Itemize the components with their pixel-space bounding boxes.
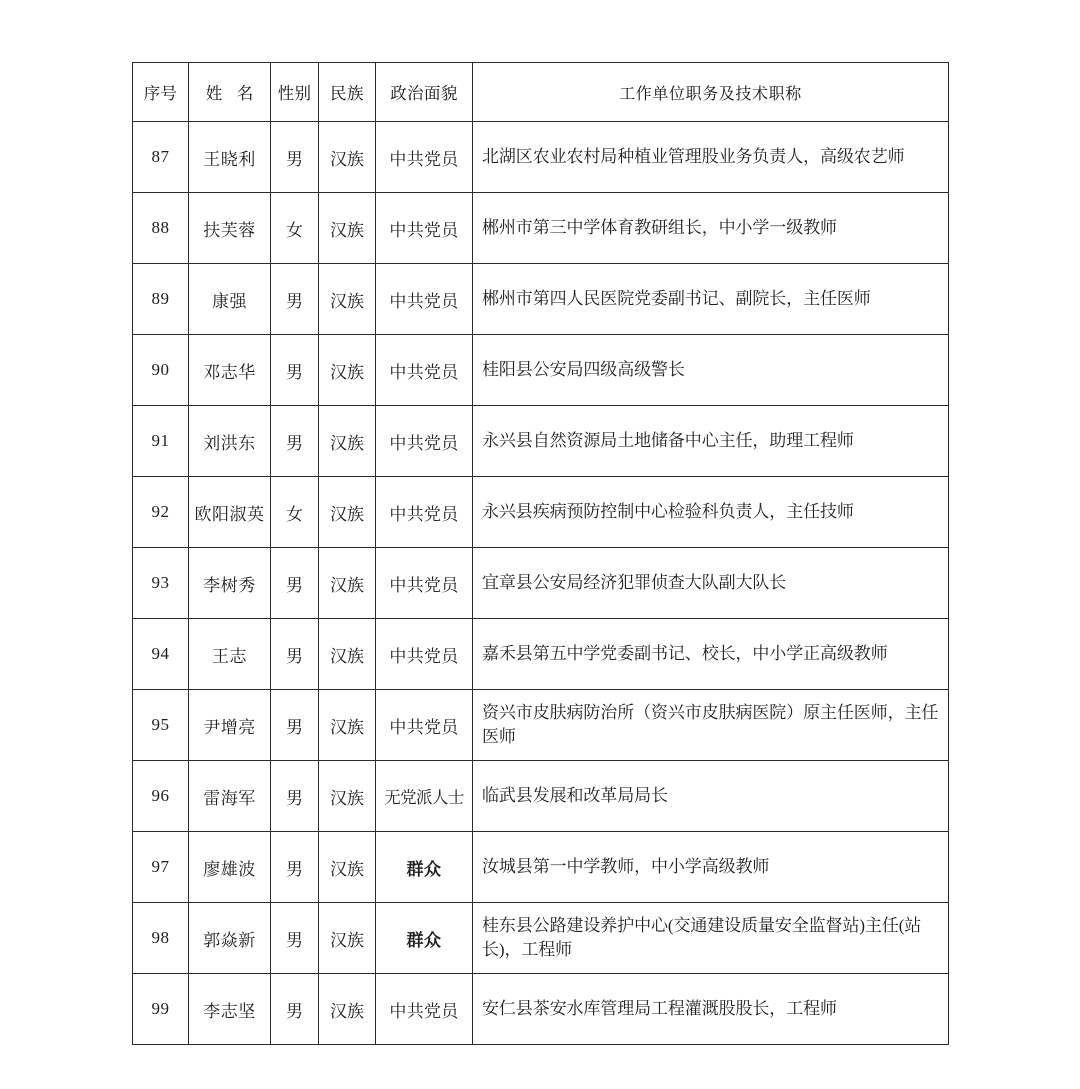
table-row [133,406,949,477]
cell-name: 郭焱新 [189,903,271,974]
table-row [133,193,949,264]
roster-table [132,62,949,1045]
cell-party: 中共党员 [376,406,473,477]
cell-post: 资兴市皮肤病防治所（资兴市皮肤病医院）原主任医师，主任医师 [473,690,949,761]
table-row [133,832,949,903]
table-row [133,264,949,335]
table-body [133,122,949,1045]
cell-party: 中共党员 [376,690,473,761]
cell-post: 嘉禾县第五中学党委副书记、校长，中小学正高级教师 [473,619,949,690]
column-header-ethnic: 民族 [319,63,376,122]
cell-name: 王志 [189,619,271,690]
cell-name: 刘洪东 [189,406,271,477]
cell-name: 尹增亮 [189,690,271,761]
cell-seq: 99 [133,974,189,1045]
cell-ethnic: 汉族 [319,619,376,690]
cell-seq: 91 [133,406,189,477]
cell-name: 雷海军 [189,761,271,832]
cell-party: 中共党员 [376,619,473,690]
table-row [133,335,949,406]
cell-seq: 95 [133,690,189,761]
cell-post: 桂阳县公安局四级高级警长 [473,335,949,406]
table-row [133,974,949,1045]
cell-seq: 98 [133,903,189,974]
cell-post: 汝城县第一中学教师，中小学高级教师 [473,832,949,903]
cell-post: 宜章县公安局经济犯罪侦查大队副大队长 [473,548,949,619]
column-header-name: 姓 名 [189,63,271,122]
cell-post: 郴州市第四人民医院党委副书记、副院长，主任医师 [473,264,949,335]
cell-gender: 男 [271,761,319,832]
table-row [133,619,949,690]
cell-ethnic: 汉族 [319,406,376,477]
cell-gender: 男 [271,974,319,1045]
cell-post: 北湖区农业农村局种植业管理股业务负责人，高级农艺师 [473,122,949,193]
column-header-party: 政治面貌 [376,63,473,122]
table-row [133,903,949,974]
cell-party: 群众 [376,903,473,974]
cell-seq: 92 [133,477,189,548]
cell-name: 李志坚 [189,974,271,1045]
cell-ethnic: 汉族 [319,335,376,406]
cell-gender: 男 [271,619,319,690]
table-row [133,548,949,619]
cell-party: 群众 [376,832,473,903]
cell-post: 临武县发展和改革局局长 [473,761,949,832]
cell-ethnic: 汉族 [319,761,376,832]
cell-ethnic: 汉族 [319,264,376,335]
cell-ethnic: 汉族 [319,832,376,903]
cell-seq: 89 [133,264,189,335]
cell-party: 中共党员 [376,477,473,548]
table-row [133,122,949,193]
cell-gender: 男 [271,690,319,761]
column-header-gender: 性别 [271,63,319,122]
cell-seq: 94 [133,619,189,690]
cell-seq: 96 [133,761,189,832]
cell-ethnic: 汉族 [319,548,376,619]
cell-name: 康强 [189,264,271,335]
column-header-seq: 序号 [133,63,189,122]
cell-ethnic: 汉族 [319,122,376,193]
table-header-row [133,63,949,122]
cell-post: 桂东县公路建设养护中心(交通建设质量安全监督站)主任(站长)，工程师 [473,903,949,974]
cell-seq: 87 [133,122,189,193]
cell-gender: 女 [271,193,319,264]
column-header-post: 工作单位职务及技术职称 [473,63,949,122]
cell-seq: 90 [133,335,189,406]
cell-gender: 男 [271,832,319,903]
cell-party: 中共党员 [376,974,473,1045]
cell-seq: 97 [133,832,189,903]
cell-post: 永兴县自然资源局土地储备中心主任，助理工程师 [473,406,949,477]
cell-gender: 男 [271,335,319,406]
cell-seq: 88 [133,193,189,264]
cell-gender: 男 [271,903,319,974]
cell-post: 安仁县茶安水库管理局工程灌溉股股长，工程师 [473,974,949,1045]
cell-name: 李树秀 [189,548,271,619]
cell-gender: 男 [271,122,319,193]
cell-name: 欧阳淑英 [189,477,271,548]
cell-gender: 女 [271,477,319,548]
cell-ethnic: 汉族 [319,974,376,1045]
table-row [133,690,949,761]
cell-party: 中共党员 [376,193,473,264]
cell-gender: 男 [271,264,319,335]
cell-name: 王晓利 [189,122,271,193]
cell-ethnic: 汉族 [319,690,376,761]
table-header [133,63,949,122]
table-row [133,477,949,548]
cell-post: 郴州市第三中学体育教研组长，中小学一级教师 [473,193,949,264]
cell-gender: 男 [271,548,319,619]
cell-party: 无党派人士 [376,761,473,832]
table-row [133,761,949,832]
cell-name: 廖雄波 [189,832,271,903]
cell-seq: 93 [133,548,189,619]
cell-ethnic: 汉族 [319,903,376,974]
cell-party: 中共党员 [376,335,473,406]
cell-name: 邓志华 [189,335,271,406]
cell-ethnic: 汉族 [319,477,376,548]
cell-post: 永兴县疾病预防控制中心检验科负责人，主任技师 [473,477,949,548]
cell-ethnic: 汉族 [319,193,376,264]
cell-gender: 男 [271,406,319,477]
cell-name: 扶芙蓉 [189,193,271,264]
cell-party: 中共党员 [376,264,473,335]
cell-party: 中共党员 [376,122,473,193]
cell-party: 中共党员 [376,548,473,619]
